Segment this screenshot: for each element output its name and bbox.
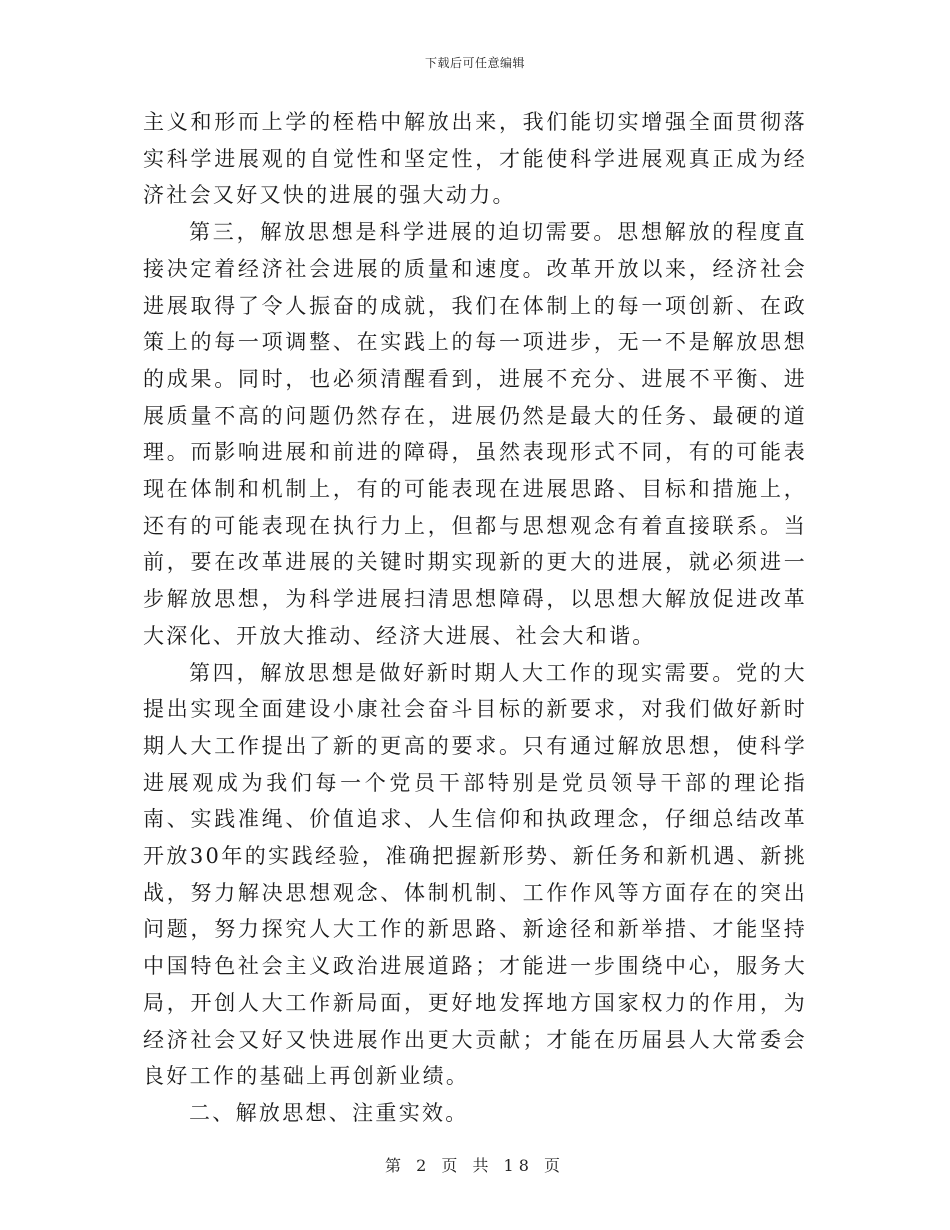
section-heading: 二、解放思想、注重实效。 bbox=[189, 1100, 469, 1125]
paragraph-third-point: 第三，解放思想是科学进展的迫切需要。思想解放的程度直接决定着经济社会进展的质量和速度。改革开放以来，经济社会进展取得了令人振奋的成就，我们在体制上的每一项创新、在政策上的每一项调整、在实践上的每一项进步，无一不是解放思想的成果。同时，也必须清醒看到，进展不充分、进展不平衡、进展质量不高的问题仍然存在，进展仍然是最大的任务、最硬的道理。而影响进展和前进的障碍，虽然表现形式不同，有的可能表现在体制和机制上，有的可能表现在进展思路、目标和措施上，还有的可能表现在执行力上，但都与思想观念有着直接联系。当前，要在改革进展的关键时期实现新的更大的进展，就必须进一步解放思想，为科学进展扫清思想障碍，以思想大解放促进改革大深化、开放大推动、经济大进展、社会大和谐。 bbox=[143, 220, 807, 648]
page-footer: 第 2 页 共 18 页 bbox=[385, 1156, 565, 1175]
paragraph-fourth-point: 第四，解放思想是做好新时期人大工作的现实需要。党的大提出实现全面建设小康社会奋斗目标的新要求，对我们做好新时期人大工作提出了新的更高的要求。只有通过解放思想，使科学进展观成为我们每一个党员干部特别是党员领导干部的理论指南、实践准绳、价值追求、人生信仰和执政理念，仔细总结改革开放30年的实践经验，准确把握新形势、新任务和新机遇、新挑战，努力解决思想观念、体制机制、工作作风等方面存在的突出问题，努力探究人大工作的新思路、新途径和新举措、才能坚持中国特色社会主义政治进展道路；才能进一步围绕中心，服务大局，开创人大工作新局面，更好地发挥地方国家权力的作用，为经济社会又好又快进展作出更大贡献；才能在历届县人大常委会良好工作的基础上再创新业绩。 bbox=[143, 660, 807, 1089]
document-body bbox=[143, 104, 807, 1132]
page-header: 下载后可任意编辑 bbox=[424, 56, 525, 70]
paragraph-continuation: 主义和形而上学的桎梏中解放出来，我们能切实增强全面贯彻落实科学进展观的自觉性和坚定性，才能使科学进展观真正成为经济社会又好又快的进展的强大动力。 bbox=[143, 110, 807, 208]
